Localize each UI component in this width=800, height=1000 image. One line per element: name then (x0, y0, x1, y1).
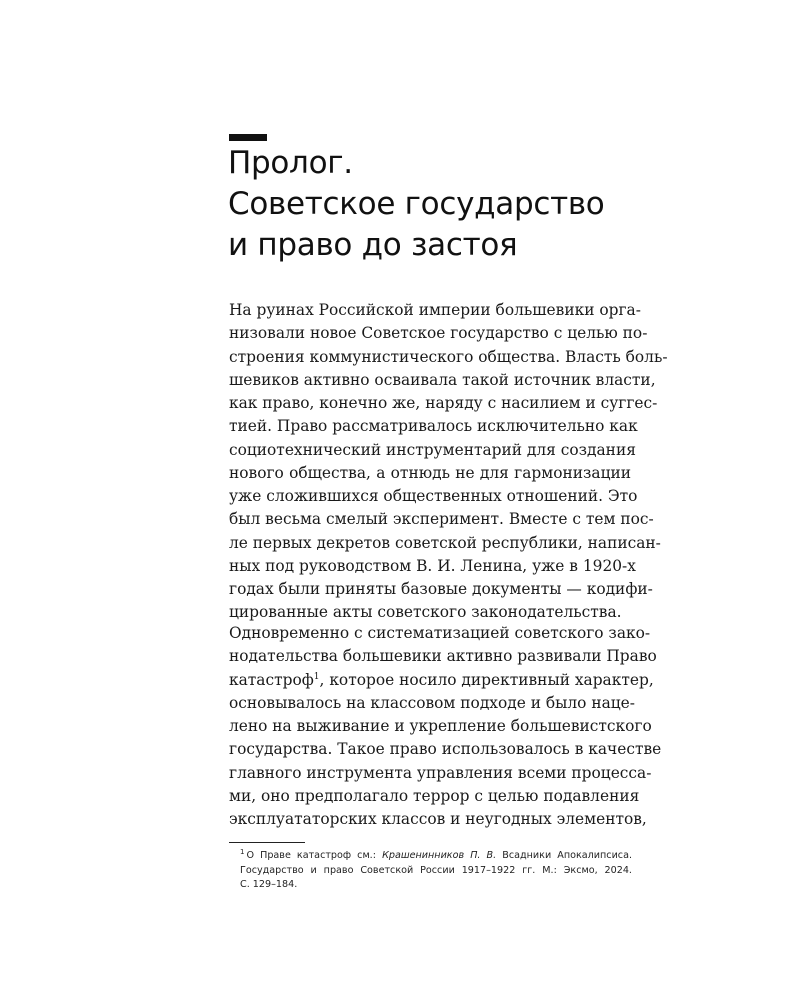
text-line: низовали новое Советское государство с целью по- (229, 324, 648, 343)
text-line: строения коммунистического общества. Власть боль- (229, 347, 668, 366)
text-line: был весьма смелый эксперимент. Вместе с тем пос- (229, 510, 654, 529)
text-line: уже сложившихся общественных отношений. Это (229, 487, 638, 505)
footnote-divider (229, 842, 305, 843)
text-line: тией. Право рассматривалось исключительно как (229, 417, 638, 436)
text-line: основывалось на классовом подходе и было наце- (229, 693, 635, 712)
footnote (240, 849, 632, 893)
text-line: ных под руководством В. И. Ленина, уже в 1920-х (229, 556, 636, 575)
text-line: как право, конечно же, наряду с насилием и суггес- (229, 394, 658, 412)
text-line: ми, оно предполагало террор с целью подавления (229, 786, 640, 805)
footnote-reference[interactable]: 1 (313, 671, 320, 682)
chapter-title-bar (229, 134, 267, 141)
text-line: нодательства большевики активно развивали Право (229, 647, 657, 666)
footnote-title: Всадники Апокалипсиса. (496, 850, 633, 861)
chapter-title (228, 143, 648, 266)
text-line: шевиков активно осваивала такой источник власти, (229, 370, 656, 389)
footnote-author: Крашенинников П. В. (382, 850, 497, 861)
footnote-number: 1 (240, 847, 245, 856)
chapter-title-line: Пролог. (228, 145, 353, 181)
text-line: государства. Такое право использовалось в качестве (229, 740, 662, 759)
text-line: социотехнический инструментарий для создания (229, 440, 636, 459)
text-line: лено на выживание и укрепление большевистского (229, 717, 652, 735)
chapter-title-line: и право до застоя (228, 227, 518, 263)
text-line (229, 669, 654, 692)
text-line: эксплуататорских классов и неугодных элементов, (229, 810, 647, 828)
text-line: цированные акты советского законодательства. (229, 603, 622, 622)
text-line: нового общества, а отнюдь не для гармонизации (229, 463, 631, 482)
text-line: На руинах Российской империи большевики орга- (229, 301, 641, 319)
footnote-prefix: О Праве катастроф см.: (246, 850, 383, 861)
footnote-line: С. 129–184. (240, 879, 298, 890)
body-paragraph-2 (229, 622, 662, 831)
text-line: главного инструмента управления всеми процесса- (229, 763, 652, 782)
footnote-line: Государство и право Советской России 1917–1922 гг. М.: Эксмо, 2024. (240, 864, 632, 876)
chapter-title-line: Советское государство (228, 186, 605, 222)
body-paragraph-1 (229, 299, 668, 625)
footnote-line (240, 849, 632, 864)
text-fragment: катастроф (229, 670, 314, 689)
text-fragment: , которое носило директивный характер, (319, 670, 654, 689)
text-line: Одновременно с систематизацией советского зако- (229, 624, 651, 642)
text-line: ле первых декретов советской республики, написан- (229, 533, 661, 552)
text-line: годах были приняты базовые документы — кодифи- (229, 580, 653, 598)
